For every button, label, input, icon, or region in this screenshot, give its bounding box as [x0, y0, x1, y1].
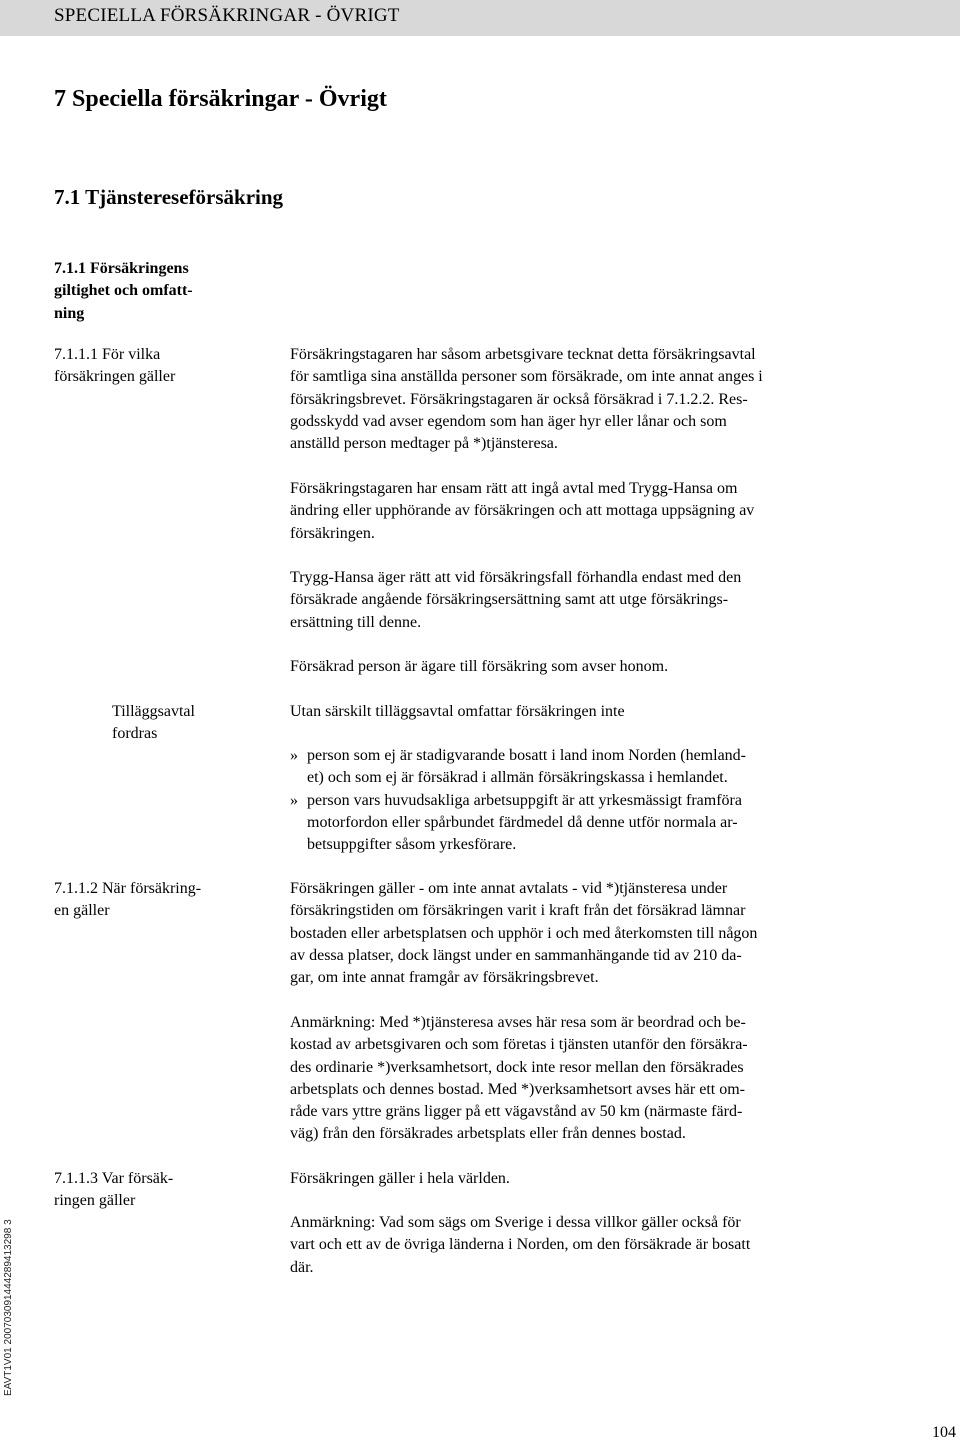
- text-line: des ordinarie *)verksamhetsort, dock inte resor mellan den försäkrades: [290, 1058, 744, 1076]
- text-line: gar, om inte annat framgår av försäkringsbrevet.: [290, 969, 599, 987]
- item-2-paragraph-1: [290, 878, 835, 989]
- text-line: Försäkrad person är ägare till försäkring som avser honom.: [290, 658, 669, 675]
- page-number: 104: [932, 1424, 956, 1441]
- chapter-title: 7 Speciella försäkringar - Övrigt: [54, 86, 387, 112]
- subsection-heading-line: 7.1.1 Försäkringens: [54, 260, 189, 277]
- text-line: motorfordon eller spårbundet färdmedel då denne utför normala ar-: [307, 813, 738, 831]
- text-line: betsuppgifter såsom yrkesförare.: [307, 836, 517, 854]
- bullet-glyph: »: [290, 747, 298, 764]
- text-line: anställd person medtager på *)tjänsteresa.: [290, 435, 558, 453]
- item-1-label-line: försäkringen gäller: [54, 368, 176, 386]
- text-line: person vars huvudsakliga arbetsuppgift är att yrkesmässigt framföra: [307, 791, 742, 809]
- addon-label-line: Tilläggsavtal: [112, 703, 195, 720]
- text-line: person som ej är stadigvarande bosatt i land inom Norden (hemland-: [307, 747, 746, 764]
- text-line: Försäkringen gäller - om inte annat avtalats - vid *)tjänsteresa under: [290, 880, 728, 897]
- text-line: väg) från den försäkrades arbetsplats eller från dennes bostad.: [290, 1125, 686, 1143]
- item-2-label-line: 7.1.1.2 När försäkring-: [54, 880, 202, 897]
- section-title: 7.1 Tjänstereseförsäkring: [54, 185, 284, 209]
- exclusion-list: [290, 745, 830, 856]
- item-3-label-line: ringen gäller: [54, 1192, 136, 1210]
- text-line: Försäkringstagaren har ensam rätt att ingå avtal med Trygg-Hansa om: [290, 480, 738, 497]
- text-line: försäkringsbrevet. Försäkringstagaren är också försäkrad i 7.1.2.2. Res-: [290, 390, 748, 408]
- text-line: Försäkringstagaren har såsom arbetsgivare tecknat detta försäkringsavtal: [290, 346, 756, 363]
- subsection-heading: [54, 258, 193, 325]
- addon-label-line: fordras: [112, 725, 158, 743]
- subsection-heading-line: giltighet och omfatt-: [54, 282, 193, 300]
- item-3-label-line: 7.1.1.3 Var försäk-: [54, 1170, 174, 1187]
- addon-intro: Utan särskilt tilläggsavtal omfattar försäkringen inte: [290, 703, 625, 720]
- item-2-label: [54, 878, 201, 923]
- bullet-glyph: »: [290, 791, 298, 809]
- item-1-paragraph-3: [290, 567, 835, 634]
- text-line: arbetsplats och dennes bostad. Med *)verksamhetsort avses här ett om-: [290, 1080, 745, 1098]
- text-line: Försäkringen gäller i hela världen.: [290, 1170, 510, 1187]
- vertical-document-code: [3, 1186, 17, 1396]
- running-header: SPECIELLA FÖRSÄKRINGAR - ÖVRIGT: [54, 5, 400, 26]
- text-line: vart och ett av de övriga länderna i Norden, om den försäkrade är bosatt: [290, 1236, 751, 1254]
- item-1-paragraph-1: [290, 344, 835, 455]
- vertical-document-code-text: EAVT1V01 200703091444289413298 3: [3, 1219, 14, 1396]
- text-line: försäkringstiden om försäkringen varit i kraft från det försäkrad lämnar: [290, 902, 746, 920]
- item-3-paragraph-1: [290, 1168, 835, 1190]
- addon-label: [112, 701, 195, 746]
- text-line: ersättning till denne.: [290, 613, 422, 631]
- text-line: kostad av arbetsgivaren och som företas i tjänsten utanför den försäkra-: [290, 1036, 748, 1054]
- text-line: där.: [290, 1258, 314, 1276]
- text-line: råde vars yttre gräns ligger på ett vägavstånd av 50 km (närmaste färd-: [290, 1103, 743, 1121]
- text-line: försäkringen.: [290, 524, 375, 542]
- subsection-heading-line: ning: [54, 304, 85, 322]
- text-line: Anmärkning: Med *)tjänsteresa avses här resa som är beordrad och be-: [290, 1014, 746, 1031]
- text-line: bostaden eller arbetsplatsen och upphör i och med återkomsten till någon: [290, 924, 758, 942]
- text-line: Trygg-Hansa äger rätt att vid försäkringsfall förhandla endast med den: [290, 569, 742, 586]
- item-2-label-line: en gäller: [54, 902, 110, 920]
- item-3-note: [290, 1212, 835, 1279]
- item-1-paragraph-4: [290, 656, 835, 678]
- list-item: [290, 790, 830, 857]
- text-line: Anmärkning: Vad som sägs om Sverige i dessa villkor gäller också för: [290, 1214, 741, 1231]
- text-line: av dessa platser, dock längst under en sammanhängande tid av 210 da-: [290, 946, 742, 964]
- text-line: ändring eller upphörande av försäkringen och att mottaga uppsägning av: [290, 502, 755, 520]
- item-3-label: [54, 1168, 173, 1213]
- item-1-label-line: 7.1.1.1 För vilka: [54, 346, 161, 363]
- text-line: försäkrade angående försäkringsersättning samt att utge försäkrings-: [290, 591, 729, 609]
- item-1-label: [54, 344, 175, 389]
- list-item: [290, 745, 830, 790]
- text-line: et) och som ej är försäkrad i allmän försäkringskassa i hemlandet.: [307, 769, 728, 787]
- item-1-paragraph-2: [290, 478, 835, 545]
- text-line: för samtliga sina anställda personer som försäkrade, om inte annat anges i: [290, 368, 763, 386]
- item-2-note: [290, 1012, 835, 1146]
- text-line: godsskydd vad avser egendom som han äger hyr eller lånar och som: [290, 412, 727, 430]
